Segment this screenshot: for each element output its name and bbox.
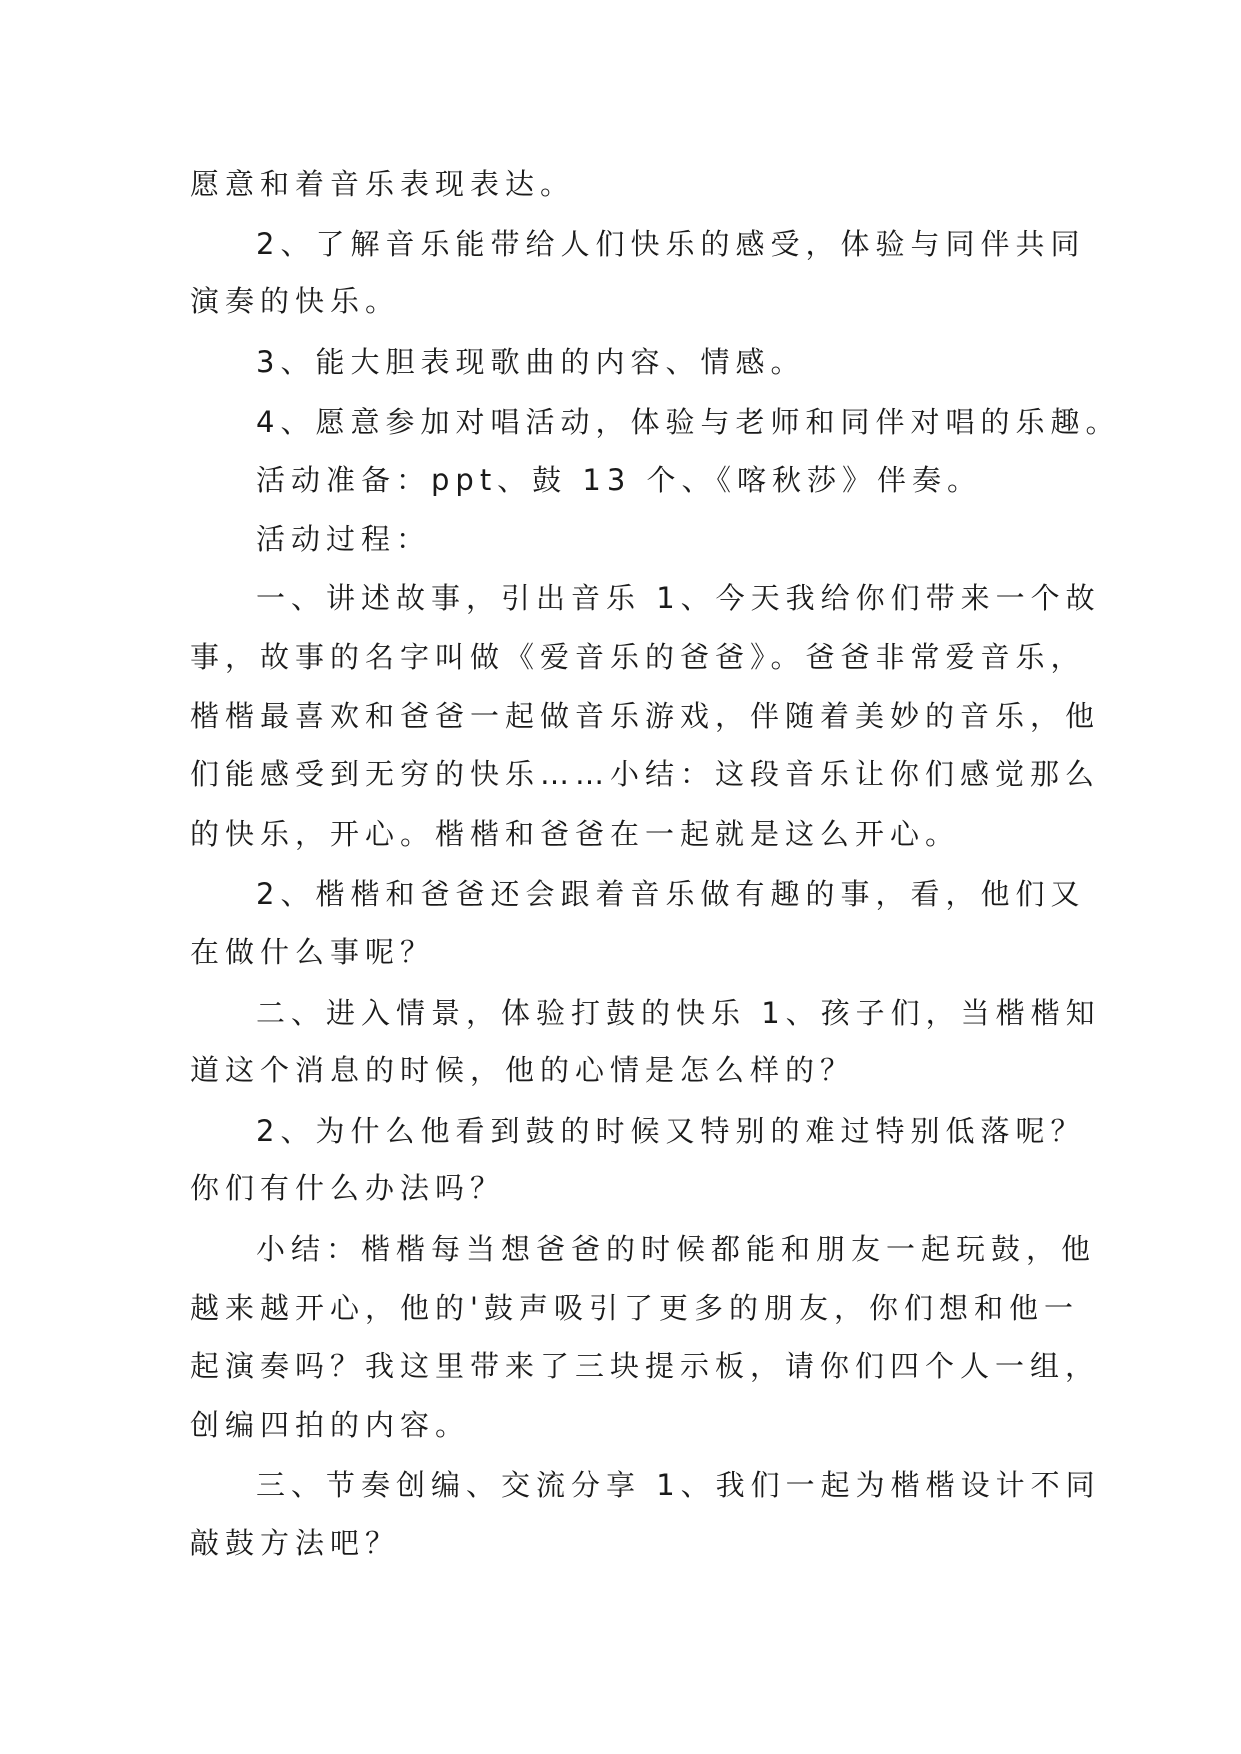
text-line: 在做什么事呢？ bbox=[190, 935, 436, 969]
text-line: 4、愿意参加对唱活动，体验与老师和同伴对唱的乐趣。 bbox=[256, 405, 1121, 439]
text-line: 事，故事的名字叫做《爱音乐的爸爸》。爸爸非常爱音乐， bbox=[190, 640, 1086, 674]
text-line: 越来越开心，他的'鼓声吸引了更多的朋友，你们想和他一 bbox=[190, 1291, 1079, 1325]
text-line: 愿意和着音乐表现表达。 bbox=[190, 167, 576, 201]
text-line: 演奏的快乐。 bbox=[190, 284, 401, 318]
text-line: 活动过程： bbox=[256, 522, 432, 556]
text-line: 2、楷楷和爸爸还会跟着音乐做有趣的事，看，他们又 bbox=[256, 877, 1086, 911]
text-line: 起演奏吗？我这里带来了三块提示板，请你们四个人一组， bbox=[190, 1349, 1101, 1383]
text-line: 2、为什么他看到鼓的时候又特别的难过特别低落呢？ bbox=[256, 1114, 1086, 1148]
text-line: 活动准备：ppt、鼓 13 个、《喀秋莎》伴奏。 bbox=[256, 463, 983, 497]
text-line: 创编四拍的内容。 bbox=[190, 1408, 471, 1442]
text-line: 一、讲述故事，引出音乐 1、今天我给你们带来一个故 bbox=[256, 581, 1101, 615]
text-line: 们能感受到无穷的快乐……小结：这段音乐让你们感觉那么 bbox=[190, 757, 1101, 791]
text-line: 二、进入情景，体验打鼓的快乐 1、孩子们，当楷楷知 bbox=[256, 996, 1101, 1030]
text-line: 敲鼓方法吧？ bbox=[190, 1526, 401, 1560]
text-line: 的快乐，开心。楷楷和爸爸在一起就是这么开心。 bbox=[190, 817, 961, 851]
text-line: 小结：楷楷每当想爸爸的时候都能和朋友一起玩鼓，他 bbox=[256, 1232, 1097, 1266]
text-line: 3、能大胆表现歌曲的内容、情感。 bbox=[256, 345, 806, 379]
text-line: 道这个消息的时候，他的心情是怎么样的？ bbox=[190, 1053, 856, 1087]
text-line: 2、了解音乐能带给人们快乐的感受，体验与同伴共同 bbox=[256, 227, 1086, 261]
text-line: 三、节奏创编、交流分享 1、我们一起为楷楷设计不同 bbox=[256, 1468, 1101, 1502]
text-line: 你们有什么办法吗？ bbox=[190, 1171, 506, 1205]
text-line: 楷楷最喜欢和爸爸一起做音乐游戏，伴随着美妙的音乐，他 bbox=[190, 699, 1101, 733]
